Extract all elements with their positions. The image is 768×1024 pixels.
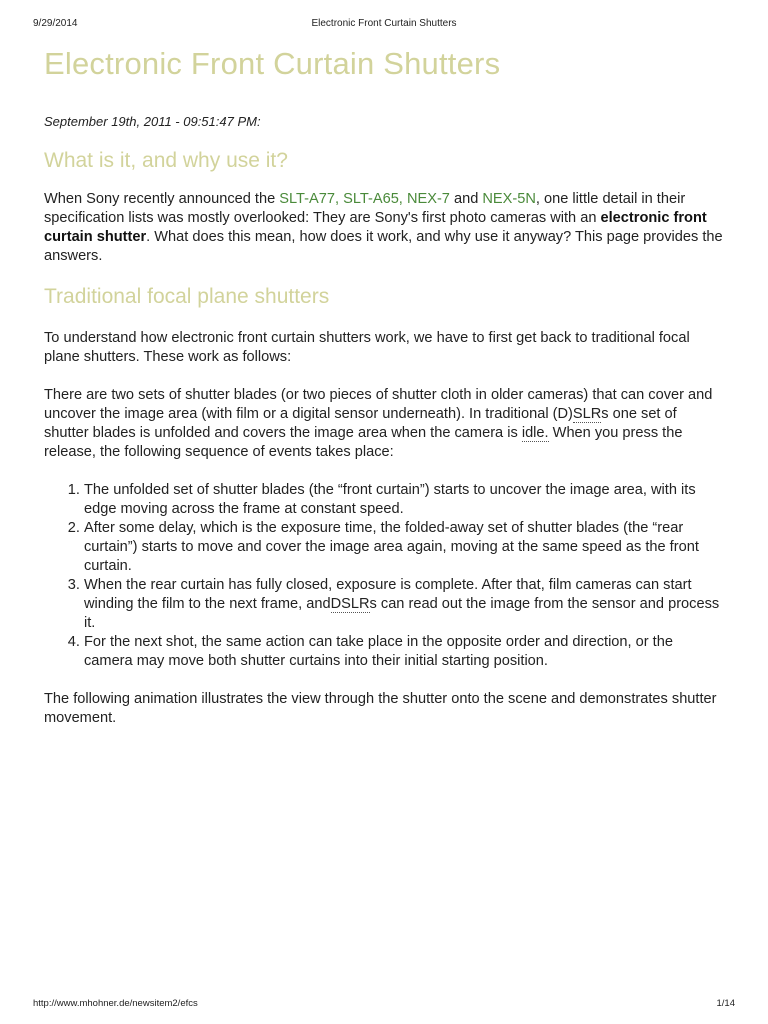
bold-efcs: electronic front curtain shutter	[44, 210, 707, 245]
section-heading-what-is-it: What is it, and why use it?	[44, 149, 288, 172]
shutter-steps-list	[44, 481, 724, 671]
list-item: 1. The unfolded set of shutter blades (the “front curtain”) starts to uncover the image area, with its edge moving across the frame at constant speed.	[84, 481, 724, 519]
abbr-dslr: DSLR	[330, 596, 370, 612]
intro-text-4: and	[449, 191, 483, 207]
paragraph-shutter-blades	[44, 386, 724, 462]
list-item: 4. For the next shot, the same action can take place in the opposite order and direction, or the camera may move both shutter curtains into their initial starting position.	[84, 633, 724, 671]
link-nex-7[interactable]: NEX-7	[406, 191, 450, 207]
intro-text-6: . What does this mean, how does it work, and why use it anyway? This page provides the answers.	[44, 229, 723, 264]
intro-paragraph	[44, 190, 724, 266]
print-header	[33, 18, 735, 32]
print-title: Electronic Front Curtain Shutters	[311, 18, 457, 29]
print-url: http://www.mhohner.de/newsitem2/efcs	[33, 998, 198, 1009]
print-date: 9/29/2014	[33, 18, 78, 29]
section-heading-traditional: Traditional focal plane shutters	[44, 285, 330, 308]
abbr-slr: SLR	[572, 406, 602, 422]
blades-text-1: There are two sets of shutter blades (or two pieces of shutter cloth in older cameras) that can cover and uncover the image area (with film or a digital sensor underneath). In traditional (D)	[44, 387, 713, 422]
abbr-idle: idle.	[521, 425, 549, 441]
article	[44, 44, 724, 728]
list-item: 2. After some delay, which is the exposure time, the folded-away set of shutter blades (the “rear curtain”) starts to move and cover the image area again, moving at the same speed as the front curtain.	[84, 519, 724, 576]
intro-text-5: , one little detail in their specification lists was mostly overlooked: They are Sony's first photo cameras with an	[44, 191, 686, 226]
page-title: Electronic Front Curtain Shutters	[44, 46, 501, 81]
link-slt-a65[interactable]: SLT-A65,	[343, 191, 403, 207]
page-number: 1/14	[716, 998, 735, 1009]
blades-text-3: When you press the release, the following sequence of events takes place:	[44, 425, 683, 460]
step3-text-2: s can read out the image from the sensor and process it.	[84, 596, 720, 631]
intro-text-1: When Sony recently announced the	[44, 191, 280, 207]
print-footer	[33, 998, 735, 1012]
link-slt-a77[interactable]: SLT-A77,	[279, 191, 340, 207]
link-nex-5n[interactable]: NEX-5N	[482, 191, 536, 207]
blades-text-2: s one set of shutter blades is unfolded and covers the image area when the camera is	[44, 406, 677, 441]
post-date: September 19th, 2011 - 09:51:47 PM:	[44, 114, 261, 129]
paragraph-understand: To understand how electronic front curtain shutters work, we have to first get back to traditional focal plane shutters. These work as follows:	[44, 330, 690, 365]
list-item	[84, 576, 724, 633]
paragraph-animation: The following animation illustrates the view through the shutter onto the scene and demonstrates shutter movement.	[44, 691, 717, 726]
step3-text-1: When the rear curtain has fully closed, exposure is complete. After that, film cameras can start winding the film to the next frame, and	[84, 577, 692, 612]
